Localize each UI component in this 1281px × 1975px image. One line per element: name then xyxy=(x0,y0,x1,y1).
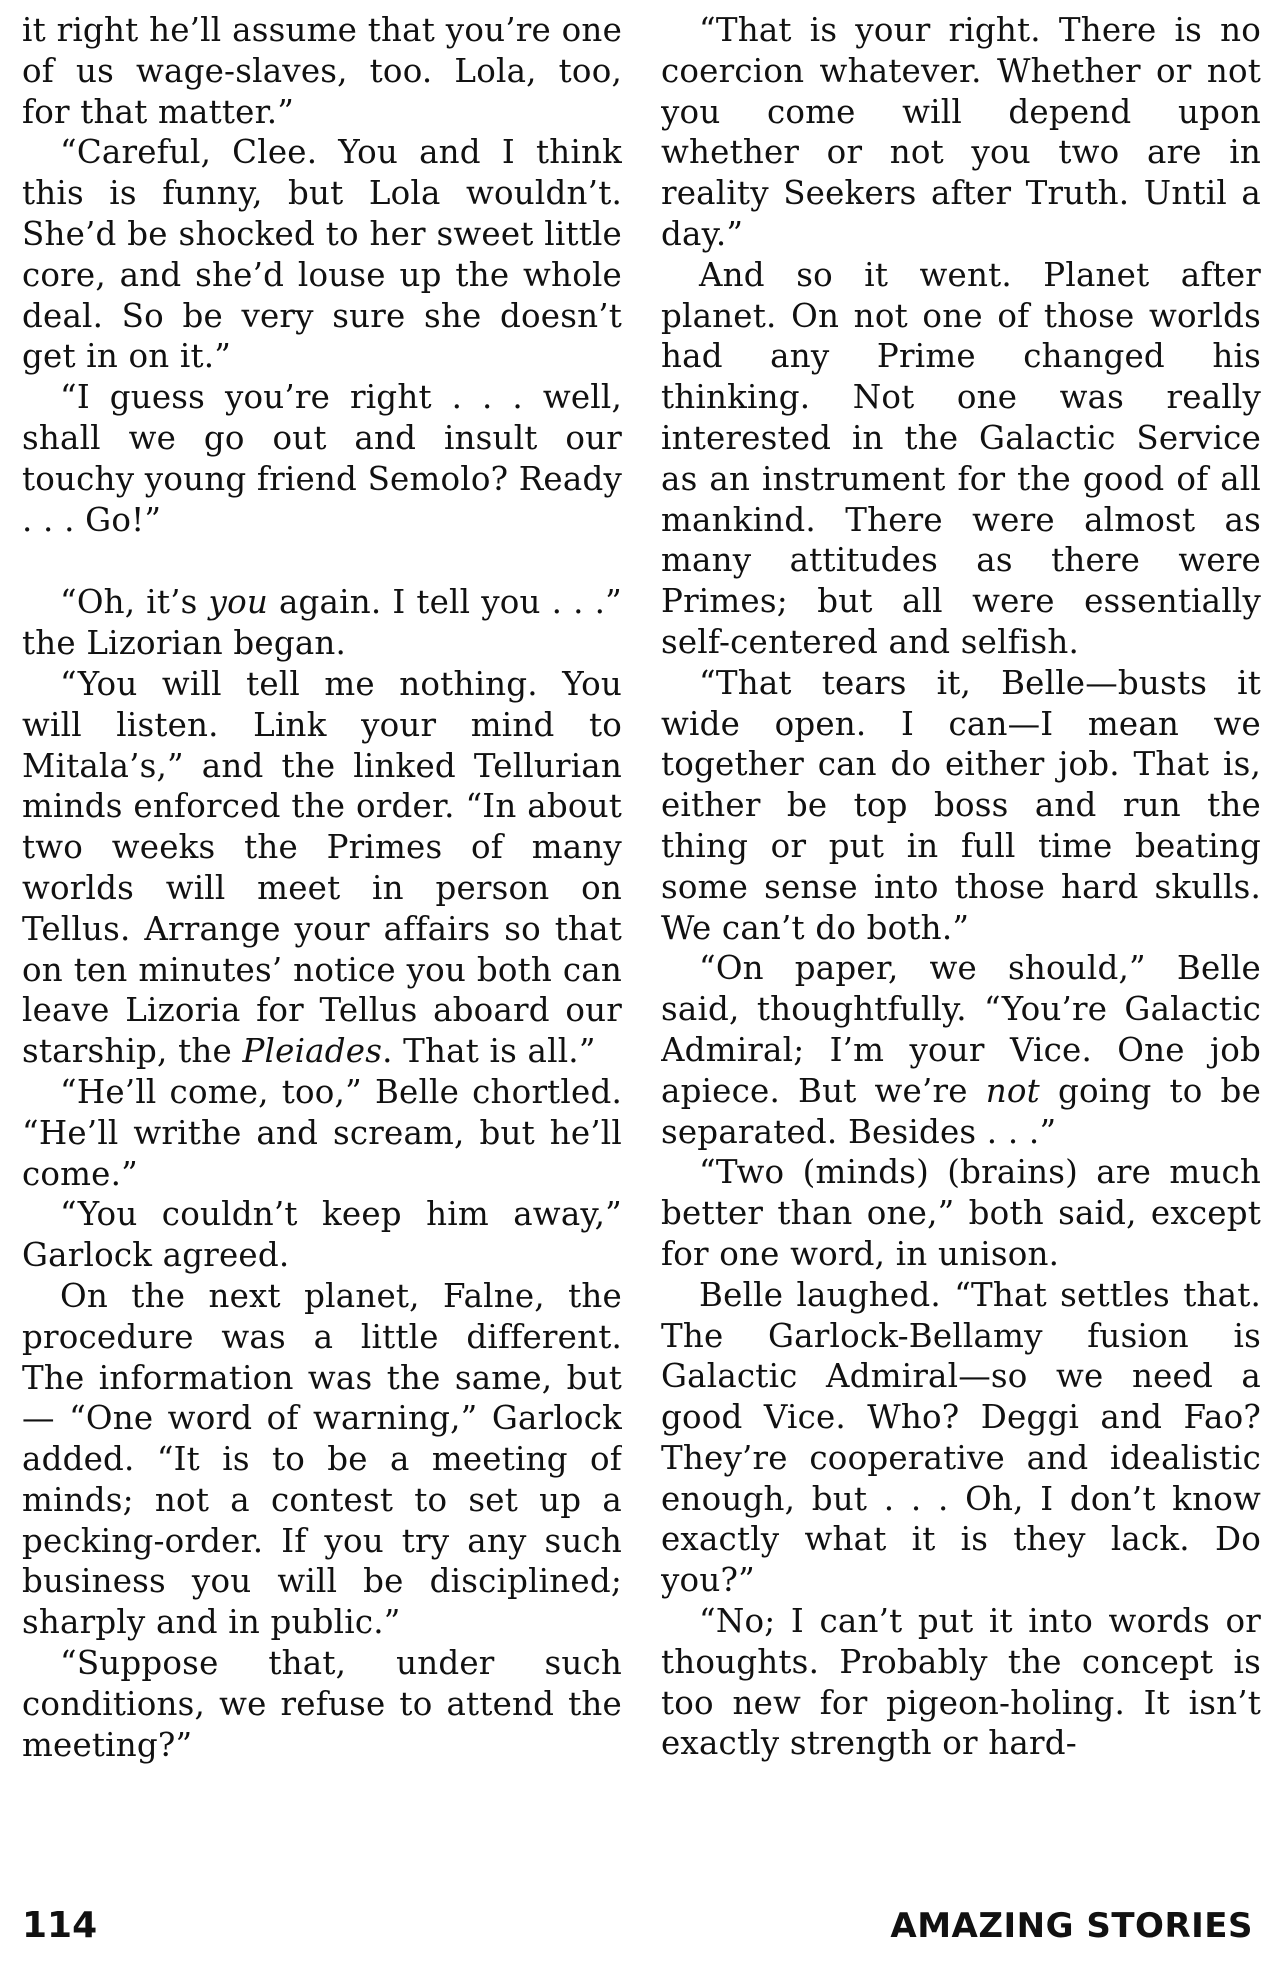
left-column xyxy=(22,10,622,1860)
text-run: “Oh, it’s xyxy=(60,583,209,622)
paragraph: “That tears it, Belle—busts it wide open. I can—I mean we together can do either job. That is, either be top boss and run the thing or put in full time beating some sense into those hard skulls. We can’t do both.” xyxy=(661,663,1261,947)
paragraph: “That is your right. There is no coercion whatever. Whether or not you come will depend upon whether or not you two are in reality Seekers after Truth. Until a day.” xyxy=(661,11,1261,253)
right-column xyxy=(661,10,1261,1860)
text-run: “You will tell me nothing. You will listen. Link your mind to Mitala’s,” and the linked Tellurian minds enforced the order. “In about two weeks the Primes of many worlds will meet in person on Tellus. Arrange your affairs so that on ten minutes’ notice you both can leave Lizoria for Tellus aboard our starship, the xyxy=(22,664,622,1071)
italic-text: Pleiades xyxy=(242,1032,383,1071)
text-run: going to be separated. Besides . . .” xyxy=(661,1071,1261,1151)
text-run: . That is all.” xyxy=(382,1032,596,1071)
paragraph: And so it went. Planet after planet. On not one of those worlds had any Prime changed his thinking. Not one was really interested in the Galactic Service as an instrument for the good of all mankind. There were almost as many attitudes as there were Primes; but all were essentially self-centered and selfish. xyxy=(661,255,1261,661)
paragraph: “Careful, Clee. You and I think this is funny, but Lola wouldn’t. She’d be shocked to her sweet little core, and she’d louse up the whole deal. So be very sure she doesn’t get in on it.” xyxy=(22,133,622,376)
paragraph: “Suppose that, under such conditions, we refuse to attend the meeting?” xyxy=(22,1644,622,1764)
paragraph: “Two (minds) (brains) are much better than one,” both said, except for one word, in unison. xyxy=(661,1153,1261,1273)
section-break xyxy=(22,540,622,582)
paragraph: “You couldn’t keep him away,” Garlock agreed. xyxy=(22,1195,622,1275)
page-number: 114 xyxy=(22,1905,98,1946)
text-run: “On paper, we should,” Belle said, thoughtfully. “You’re Galactic Admiral; I’m your Vice. One job apiece. But we’re xyxy=(661,949,1261,1110)
text-run: again. I tell you . . .” the Lizorian began. xyxy=(22,583,622,663)
paragraph: “No; I can’t put it into words or thoughts. Probably the concept is too new for pigeon-holing. It isn’t exactly strength or hard- xyxy=(661,1602,1261,1763)
paragraph: “He’ll come, too,” Belle chortled. “He’ll writhe and scream, but he’ll come.” xyxy=(22,1072,622,1193)
italic-text: you xyxy=(208,583,268,622)
paragraph xyxy=(661,948,1261,1152)
paragraph xyxy=(22,664,622,1072)
paragraph: On the next planet, Falne, the procedure was a little different. The information was the same, but— “One word of warning,” Garlock added. “It is to be a meeting of minds; not a contest to set up a pecking-order. If you try any such business you will be disciplined; sharply and in public.” xyxy=(22,1276,622,1642)
italic-text: not xyxy=(985,1071,1040,1110)
magazine-title: AMAZING STORIES xyxy=(890,1906,1253,1946)
paragraph xyxy=(22,582,622,664)
paragraph: it right he’ll assume that you’re one of us wage-slaves, too. Lola, too, for that matter.” xyxy=(22,11,622,131)
paragraph: “I guess you’re right . . . well, shall we go out and insult our touchy young friend Semolo? Ready . . . Go!” xyxy=(22,378,622,539)
paragraph: Belle laughed. “That settles that. The Garlock-Bellamy fusion is Galactic Admiral—so we need a good Vice. Who? Deggi and Fao? They’re cooperative and idealistic enough, but . . . Oh, I don’t know exactly what it is they lack. Do you?” xyxy=(661,1275,1261,1600)
